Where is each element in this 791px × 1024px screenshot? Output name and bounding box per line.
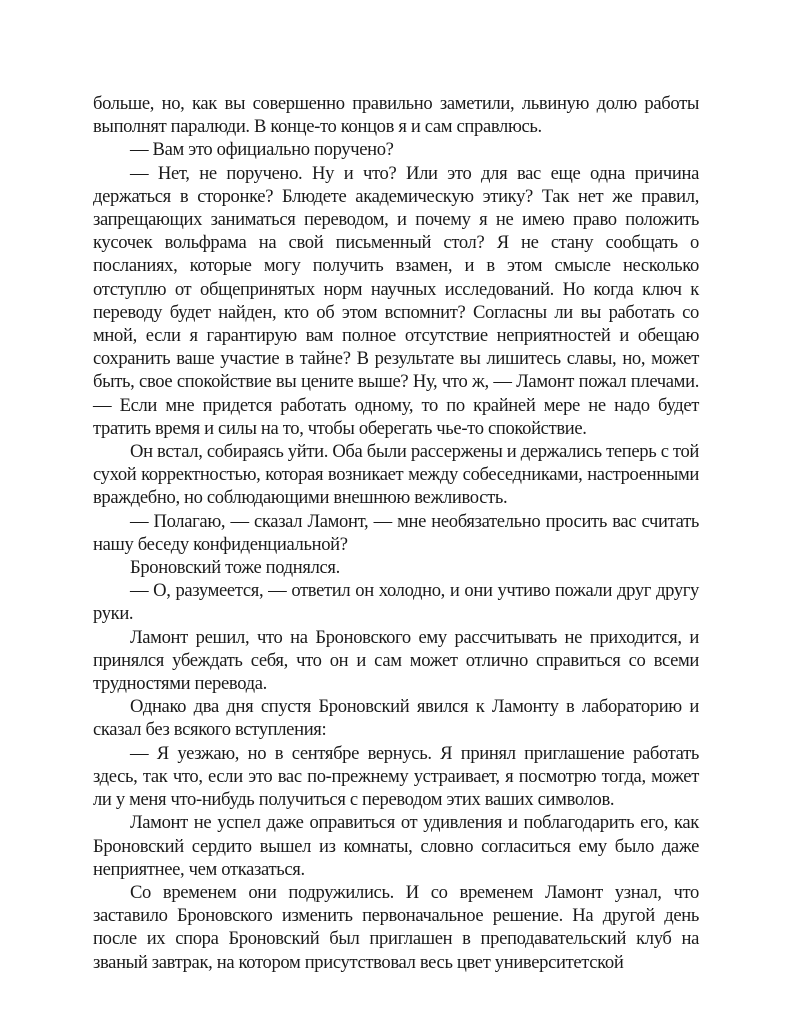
paragraph: — Полагаю, — сказал Ламонт, — мне необязательно просить вас считать нашу беседу конфиденциальной? — [93, 510, 699, 555]
paragraph: Со временем они подружились. И со временем Ламонт узнал, что заставило Броновского изменить первоначальное решение. На другой день после их спора Броновский был приглашен в преподавательский клуб на званый завтрак, на котором присутствовал весь цвет университетской — [93, 881, 699, 973]
document-page — [93, 92, 699, 974]
paragraph: Ламонт не успел даже оправиться от удивления и поблагодарить его, как Броновский сердито вышел из комнаты, словно согласиться ему было даже неприятнее, чем отказаться. — [93, 812, 699, 880]
paragraph: Однако два дня спустя Броновский явился к Ламонту в лабораторию и сказал без всякого вступления: — [93, 696, 699, 741]
paragraph: больше, но, как вы совершенно правильно заметили, львиную долю работы выполнят паралюди. В конце-то концов я и сам справлюсь. — [93, 93, 699, 138]
paragraph: Броновский тоже поднялся. — [130, 557, 340, 579]
paragraph: — О, разумеется, — ответил он холодно, и они учтиво пожали друг другу руки. — [93, 580, 699, 625]
paragraph: — Вам это официально поручено? — [130, 139, 394, 161]
paragraph: — Я уезжаю, но в сентябре вернусь. Я принял приглашение работать здесь, так что, если это вас по-прежнему устраивает, я посмотрю тогда, может ли у меня что-нибудь получиться с переводом этих ваших символов. — [93, 742, 699, 811]
paragraph: Ламонт решил, что на Броновского ему рассчитывать не приходится, и принялся убеждать себя, что он и сам может отлично справиться со всеми трудностями перевода. — [93, 626, 699, 695]
paragraph: Он встал, собираясь уйти. Оба были рассержены и держались теперь с той сухой корректностью, которая возникает между собеседниками, настроенными враждебно, но соблюдающими внешнюю вежливость. — [93, 441, 699, 509]
paragraph: — Нет, не поручено. Ну и что? Или это для вас еще одна причина держаться в сторонке? Блюдете академическую этику? Так нет же правил, запрещающих заниматься переводом, и почему я не имею право положить кусочек вольфрама на свой письменный стол? Я не стану сообщать о посланиях, которые могу получить взамен, и в этом смысле несколько отступлю от общепринятых норм научных исследований. Но когда ключ к переводу будет найден, кто об этом вспомнит? Согласны ли вы работать со мной, если я гарантирую вам полное отсутствие неприятностей и обещаю сохранить ваше участие в тайне? В результате вы лишитесь славы, но, может быть, свое спокойствие вы цените выше? Ну, что ж, — Ламонт пожал плечами. — Если мне придется работать одному, то по крайней мере не надо будет тратить время и силы на то, чтобы оберегать чье-то спокойствие. — [93, 162, 699, 439]
